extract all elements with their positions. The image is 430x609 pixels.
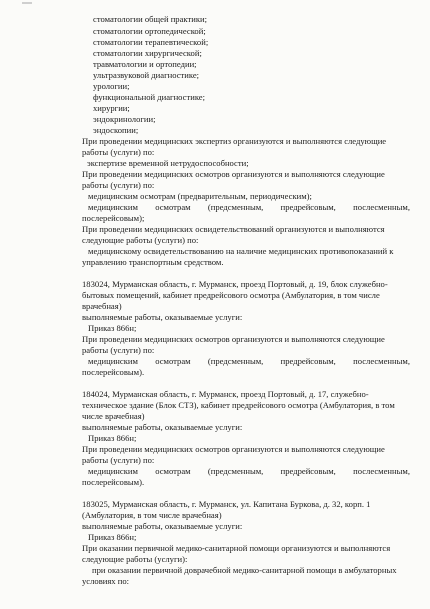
address-2-line: числе врачебная) [82, 411, 145, 421]
address-1-line: врачебная) [82, 301, 122, 311]
exams-item-1: медицинским осмотрам (предварительным, периодическим); [88, 191, 312, 201]
order-ref: Приказ 866н; [88, 532, 137, 542]
word: медицинским [88, 202, 138, 212]
cert-item: медицинскому освидетельствованию на наличие медицинских противопоказаний к [88, 246, 394, 256]
exams-intro-cont: работы (услуги) по: [82, 180, 155, 190]
works-label: выполняемые работы, оказываемые услуги: [82, 422, 243, 432]
list-item: травматологии и ортопедии; [93, 59, 197, 69]
primary-care-item: при оказании первичной доврачебной медико-санитарной помощи в амбулаторных [92, 565, 397, 575]
exams-item [88, 466, 410, 477]
works-label: выполняемые работы, оказываемые услуги: [82, 521, 243, 531]
word: осмотрам [155, 466, 191, 476]
exams-intro-cont: работы (услуги) по: [82, 345, 155, 355]
word: послесменным, [353, 356, 410, 366]
address-1-line: 183024, Мурманская область, г. Мурманск, проезд Портовый, д. 19, блок служебно- [82, 279, 388, 289]
address-2-line: 184024, Мурманская область, г. Мурманск, проезд Портовый, д. 17, служебно- [82, 389, 369, 399]
list-item: хирургии; [93, 103, 130, 113]
order-ref: Приказ 866н; [88, 433, 137, 443]
address-1-line: бытовых помещений, кабинет предрейсового осмотра (Амбулатория, в том числе [82, 290, 380, 300]
exams-item-end: послерейсовым). [82, 477, 145, 487]
exams-item-2 [88, 202, 410, 213]
word: осмотрам [155, 202, 191, 212]
order-ref: Приказ 866н; [88, 323, 137, 333]
works-label: выполняемые работы, оказываемые услуги: [82, 312, 243, 322]
list-item: стоматологии общей практики; [93, 14, 207, 24]
cert-item-cont: управлению транспортным средством. [82, 257, 224, 267]
exams-intro-cont: работы (услуги) по: [82, 455, 155, 465]
list-item: стоматологии хирургической; [93, 48, 202, 58]
word: (предсменным, [207, 466, 264, 476]
list-item: урологии; [93, 81, 130, 91]
word: предрейсовым, [280, 356, 336, 366]
exams-item-2-end: послерейсовым); [82, 213, 145, 223]
exams-intro: При проведении медицинских осмотров организуются и выполняются следующие [82, 444, 385, 454]
exams-intro: При проведении медицинских осмотров организуются и выполняются следующие [82, 169, 385, 179]
cert-intro-cont: следующие работы (услуги) по: [82, 235, 199, 245]
expertise-intro: При проведении медицинских экспертиз организуются и выполняются следующие [82, 136, 387, 146]
word: предрейсовым, [280, 202, 336, 212]
address-3-line: (Амбулатория, в том числе врачебная) [82, 510, 222, 520]
word: осмотрам [155, 356, 191, 366]
list-item: эндокринологии; [93, 114, 156, 124]
word: (предсменным, [207, 356, 264, 366]
list-item: функциональной диагностике; [93, 92, 206, 102]
list-item: ультразвуковой диагностике; [93, 70, 200, 80]
cert-intro: При проведении медицинских освидетельствований организуются и выполняются [82, 224, 385, 234]
word: предрейсовым, [280, 466, 336, 476]
exams-item-end: послерейсовым). [82, 367, 145, 377]
primary-care-item-cont: условиях по: [82, 576, 130, 586]
address-2-line: техническое здание (Блок СТЗ), кабинет предрейсового осмотра (Амбулатория, в том [82, 400, 395, 410]
list-item: стоматологии терапевтической; [93, 37, 209, 47]
list-item: эндоскопии; [93, 125, 139, 135]
exams-item [88, 356, 410, 367]
word: (предсменным, [207, 202, 264, 212]
word: медицинским [88, 466, 138, 476]
list-item: стоматологии ортопедической; [93, 26, 206, 36]
expertise-intro-cont: работы (услуги) по: [82, 147, 155, 157]
word: послесменным, [353, 466, 410, 476]
scan-mark [22, 2, 32, 4]
word: послесменным, [353, 202, 410, 212]
exams-intro: При проведении медицинских осмотров организуются и выполняются следующие [82, 334, 385, 344]
primary-care-intro: При оказании первичной медико-санитарной помощи организуются и выполняются [82, 543, 391, 553]
word: медицинским [88, 356, 138, 366]
primary-care-intro-cont: следующие работы (услуги): [82, 554, 188, 564]
expertise-item: экспертизе временной нетрудоспособности; [87, 158, 249, 168]
address-3-line: 183025, Мурманская область, г. Мурманск, ул. Капитана Буркова, д. 32, корп. 1 [82, 499, 371, 509]
